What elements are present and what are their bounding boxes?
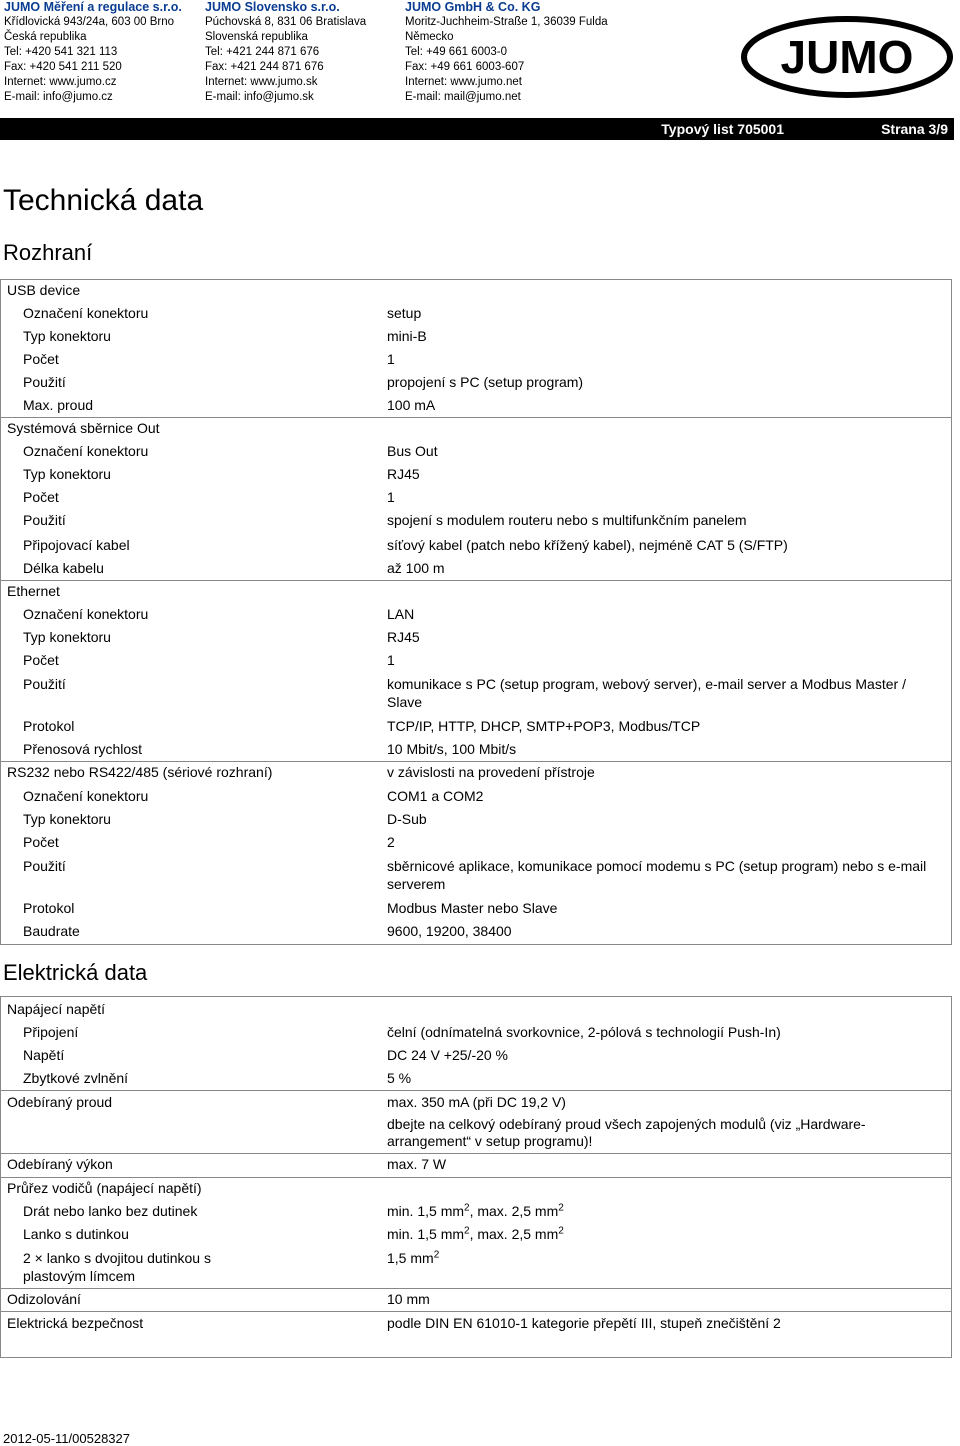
- row-label: Zbytkové zvlnění: [23, 1070, 129, 1086]
- row-label: Baudrate: [23, 923, 80, 939]
- row-value: RJ45: [387, 466, 420, 482]
- row-label: Ethernet: [7, 583, 60, 599]
- row-label: Odizolování: [7, 1291, 81, 1307]
- row-value: RJ45: [387, 629, 420, 645]
- row-label: Délka kabelu: [23, 560, 104, 576]
- row-value: LAN: [387, 606, 415, 622]
- document-number: Typový list 705001: [661, 121, 784, 137]
- company-country: Německo: [405, 31, 454, 43]
- company-email: E-mail: info@jumo.cz: [4, 91, 113, 103]
- row-label: Průřez vodičů (napájecí napětí): [7, 1180, 202, 1196]
- row-value: Modbus Master nebo Slave: [387, 900, 558, 916]
- row-value: COM1 a COM2: [387, 788, 484, 804]
- row-value: 1,5 $mm^2$: [387, 1249, 440, 1266]
- row-label: Počet: [23, 351, 59, 367]
- page-number: Strana 3/9: [881, 121, 948, 137]
- row-value: 2: [387, 834, 395, 850]
- company-country: Slovenská republika: [205, 31, 308, 43]
- row-label: RS232 nebo RS422/485 (sériové rozhraní): [7, 764, 273, 780]
- company-web: Internet: www.jumo.sk: [205, 76, 318, 88]
- row-label: Připojení: [23, 1024, 79, 1040]
- row-label: Použití: [23, 676, 66, 692]
- row-value: síťový kabel (patch nebo křížený kabel), nejméně CAT 5 (S/FTP): [387, 537, 788, 553]
- row-value-note: dbejte na celkový odebíraný proud všech zapojených modulů (viz „Hardware-arrangement“ v setup programu)!: [387, 1115, 866, 1149]
- company-country: Česká republika: [4, 31, 87, 43]
- row-separator: [1, 580, 951, 581]
- row-label: Typ konektoru: [23, 328, 111, 344]
- row-separator: [1, 761, 951, 762]
- row-value: max. 7 W: [387, 1156, 447, 1172]
- row-label: Počet: [23, 489, 59, 505]
- row-separator: [1, 1090, 951, 1091]
- row-separator: [1, 1288, 951, 1289]
- company-jumo-sk: [205, 0, 366, 105]
- page-title: Technická data: [3, 184, 204, 217]
- row-label: Počet: [23, 834, 59, 850]
- row-label: Připojovací kabel: [23, 537, 130, 553]
- company-address: Moritz-Juchheim-Straße 1, 36039 Fulda: [405, 16, 608, 28]
- row-label: Napájecí napětí: [7, 1001, 106, 1017]
- row-label: 2 × lanko s dvojitou dutinkou s plastovým límcem: [23, 1250, 211, 1284]
- row-label: Typ konektoru: [23, 466, 111, 482]
- row-label: Max. proud: [23, 397, 94, 413]
- row-value: mini-B: [387, 328, 427, 344]
- row-label: Odebíraný výkon: [7, 1156, 113, 1172]
- row-separator: [1, 1153, 951, 1154]
- row-value: podle DIN EN 61010-1 kategorie přepětí III, stupeň znečištění 2: [387, 1315, 781, 1331]
- document-header-bar: [0, 118, 954, 140]
- row-value: propojení s PC (setup program): [387, 374, 584, 390]
- company-address: Křídlovická 943/24a, 603 00 Brno: [4, 16, 175, 28]
- company-web: Internet: www.jumo.net: [405, 76, 522, 88]
- row-value: 1: [387, 351, 395, 367]
- row-value: čelní (odnímatelná svorkovnice, 2-pólová s technologií Push-In): [387, 1024, 781, 1040]
- company-tel: Tel: +49 661 6003-0: [405, 46, 507, 58]
- section-title-interfaces: Rozhraní: [3, 240, 93, 265]
- section-title-electrical: Elektrická data: [3, 960, 148, 985]
- row-value: spojení s modulem routeru nebo s multifunkčním panelem: [387, 512, 747, 528]
- company-name: JUMO GmbH & Co. KG: [405, 0, 541, 14]
- company-jumo-de: [405, 0, 608, 105]
- row-value: sběrnicové aplikace, komunikace pomocí modemu s PC (setup program) nebo s e-mail serverem: [387, 858, 927, 892]
- row-label: Protokol: [23, 900, 75, 916]
- row-label: Označení konektoru: [23, 788, 149, 804]
- row-value: 1: [387, 489, 395, 505]
- row-value: 10 Mbit/s, 100 Mbit/s: [387, 741, 517, 757]
- row-value: max. 350 mA (při DC 19,2 V) dbejte na celkový odebíraný proud všech zapojených modulů (viz „Hardware-arrangement“ v setup programu)!: [387, 1094, 927, 1151]
- row-value: 1: [387, 652, 395, 668]
- row-separator: [1, 417, 951, 418]
- row-label: Systémová sběrnice Out: [7, 420, 160, 436]
- row-value: TCP/IP, HTTP, DHCP, SMTP+POP3, Modbus/TCP: [387, 718, 701, 734]
- company-email: E-mail: info@jumo.sk: [205, 91, 314, 103]
- row-label: Elektrická bezpečnost: [7, 1315, 144, 1331]
- row-value: komunikace s PC (setup program, webový server), e-mail server a Modbus Master / Slave: [387, 676, 906, 710]
- company-address: Púchovská 8, 831 06 Bratislava: [205, 16, 367, 28]
- row-value: 10 mm: [387, 1291, 430, 1307]
- row-separator: [1, 1311, 951, 1312]
- row-value: DC 24 V +25/-20 %: [387, 1047, 509, 1063]
- row-label: Lanko s dutinkou: [23, 1226, 129, 1242]
- row-label: Typ konektoru: [23, 629, 111, 645]
- row-label: Protokol: [23, 718, 75, 734]
- company-jumo-cz: [4, 0, 182, 105]
- row-value: min. 1,5 $mm^2$, max. 2,5 $mm^2$: [387, 1202, 564, 1219]
- row-label: Označení konektoru: [23, 606, 149, 622]
- row-label: Použití: [23, 374, 66, 390]
- interfaces-table: [0, 279, 952, 945]
- svg-text:JUMO: JUMO: [780, 31, 914, 83]
- row-label: Počet: [23, 652, 59, 668]
- row-label: Odebíraný proud: [7, 1094, 113, 1110]
- row-label: USB device: [7, 282, 81, 298]
- row-value: 100 mA: [387, 397, 436, 413]
- company-fax: Fax: +420 541 211 520: [4, 61, 122, 73]
- document-footer: 2012-05-11/00528327: [3, 1431, 130, 1446]
- company-fax: Fax: +421 244 871 676: [205, 61, 324, 73]
- row-label: Označení konektoru: [23, 305, 149, 321]
- row-value: Bus Out: [387, 443, 438, 459]
- row-label: Použití: [23, 858, 66, 874]
- company-web: Internet: www.jumo.cz: [4, 76, 117, 88]
- electrical-table: [0, 996, 952, 1358]
- jumo-logo: [740, 15, 954, 99]
- row-value: 5 %: [387, 1070, 412, 1086]
- row-value: v závislosti na provedení přístroje: [387, 764, 595, 780]
- row-label: Typ konektoru: [23, 811, 111, 827]
- company-tel: Tel: +421 244 871 676: [205, 46, 320, 58]
- company-email: E-mail: mail@jumo.net: [405, 91, 521, 103]
- company-name: JUMO Slovensko s.r.o.: [205, 0, 340, 14]
- row-label: Použití: [23, 512, 66, 528]
- company-fax: Fax: +49 661 6003-607: [405, 61, 525, 73]
- row-label: Drát nebo lanko bez dutinek: [23, 1203, 198, 1219]
- row-value: D-Sub: [387, 811, 427, 827]
- row-label: Označení konektoru: [23, 443, 149, 459]
- company-name: JUMO Měření a regulace s.r.o.: [4, 0, 182, 14]
- row-label: Přenosová rychlost: [23, 741, 143, 757]
- row-separator: [1, 1177, 951, 1178]
- company-tel: Tel: +420 541 321 113: [4, 46, 118, 58]
- row-value: setup: [387, 305, 422, 321]
- row-label: Napětí: [23, 1047, 65, 1063]
- row-value: až 100 m: [387, 560, 445, 576]
- row-value: 9600, 19200, 38400: [387, 923, 512, 939]
- row-value: min. 1,5 $mm^2$, max. 2,5 $mm^2$: [387, 1225, 564, 1242]
